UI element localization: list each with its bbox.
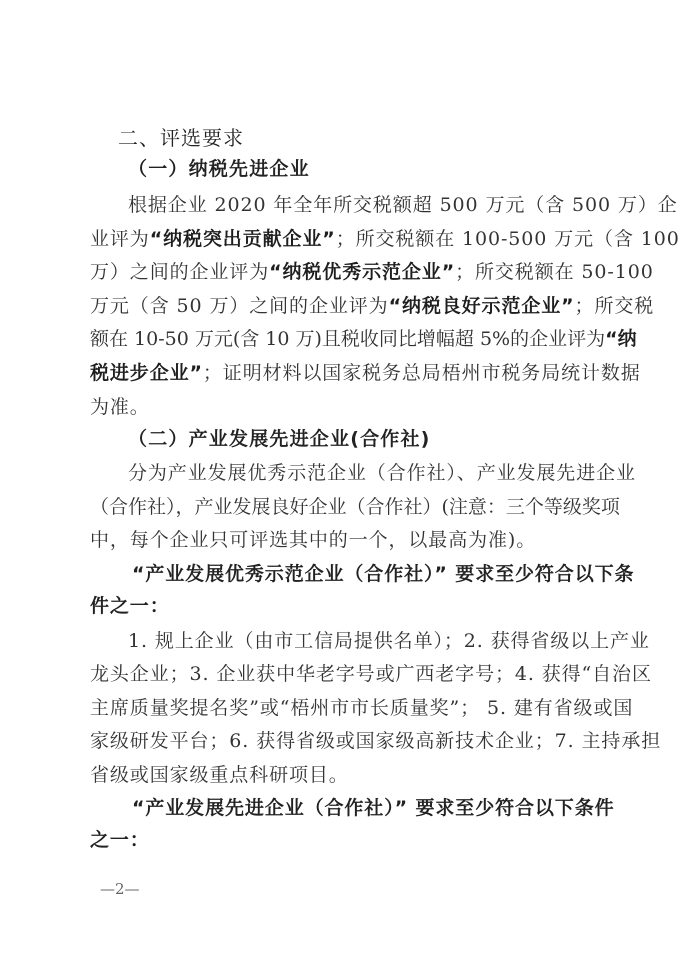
text-span: ；所交税额在 100-500 万元（含 100: [335, 228, 680, 250]
text-span: 万）之间的企业评为: [90, 261, 270, 283]
criteria-line: 主席质量奖提名奖”或“梧州市市长质量奖”； 5. 建有省级或国: [90, 697, 634, 719]
text-span: ；所交税额在 50-100: [455, 261, 654, 283]
award-name: “纳税优秀示范企业”: [269, 261, 456, 283]
requirement-heading: 之一：: [90, 829, 150, 851]
award-name: 税进步企业”: [90, 362, 203, 384]
paragraph-line: 中，每个企业只可评选其中的一个，以最高为准)。: [90, 529, 537, 551]
criteria-line: 家级研发平台；6. 获得省级或国家级高新技术企业；7. 主持承担: [90, 730, 662, 752]
paragraph-line: [90, 255, 654, 289]
page-number: —2—: [100, 880, 140, 898]
criteria-line: 省级或国家级重点科研项目。: [90, 764, 349, 786]
paragraph-line: [90, 222, 680, 256]
subsection-heading-tax: （一）纳税先进企业: [128, 158, 310, 180]
text-span: ；所交税: [574, 295, 655, 317]
paragraph-line: [90, 289, 655, 323]
paragraph-line: [90, 322, 637, 356]
text-span: 万元（含 50 万）之间的企业评为: [90, 295, 389, 317]
criteria-line: 龙头企业；3. 企业获中华老字号或广西老字号；4. 获得“自治区: [90, 663, 652, 685]
paragraph-line: （合作社），产业发展良好企业（合作社）(注意：三个等级奖项: [90, 496, 620, 518]
paragraph-line: 分为产业发展优秀示范企业（合作社）、产业发展先进企业: [128, 462, 636, 484]
requirement-heading: “产业发展优秀示范企业（合作社）” 要求至少符合以下条: [132, 563, 635, 585]
paragraph-line: 根据企业 2020 年全年所交税额超 500 万元（含 500 万）企: [128, 194, 678, 216]
award-name: “纳: [605, 328, 637, 350]
requirement-heading: “产业发展先进企业（合作社）” 要求至少符合以下条件: [132, 797, 615, 819]
award-name: “纳税突出贡献企业”: [149, 228, 336, 250]
award-name: “纳税良好示范企业”: [388, 295, 575, 317]
requirement-heading: 件之一：: [90, 595, 170, 617]
paragraph-line: 为准。: [90, 396, 150, 418]
section-heading: 二、评选要求: [118, 126, 244, 150]
paragraph-line: [90, 356, 641, 390]
text-span: 业评为: [90, 228, 150, 250]
subsection-heading-industry: （二）产业发展先进企业(合作社): [128, 428, 431, 450]
criteria-line: 1. 规上企业（由市工信局提供名单）；2. 获得省级以上产业: [128, 630, 650, 652]
text-span: 额在 10-50 万元(含 10 万)且税收同比增幅超 5%的企业评为: [90, 328, 606, 350]
text-span: ；证明材料以国家税务总局梧州市税务局统计数据: [202, 362, 641, 384]
